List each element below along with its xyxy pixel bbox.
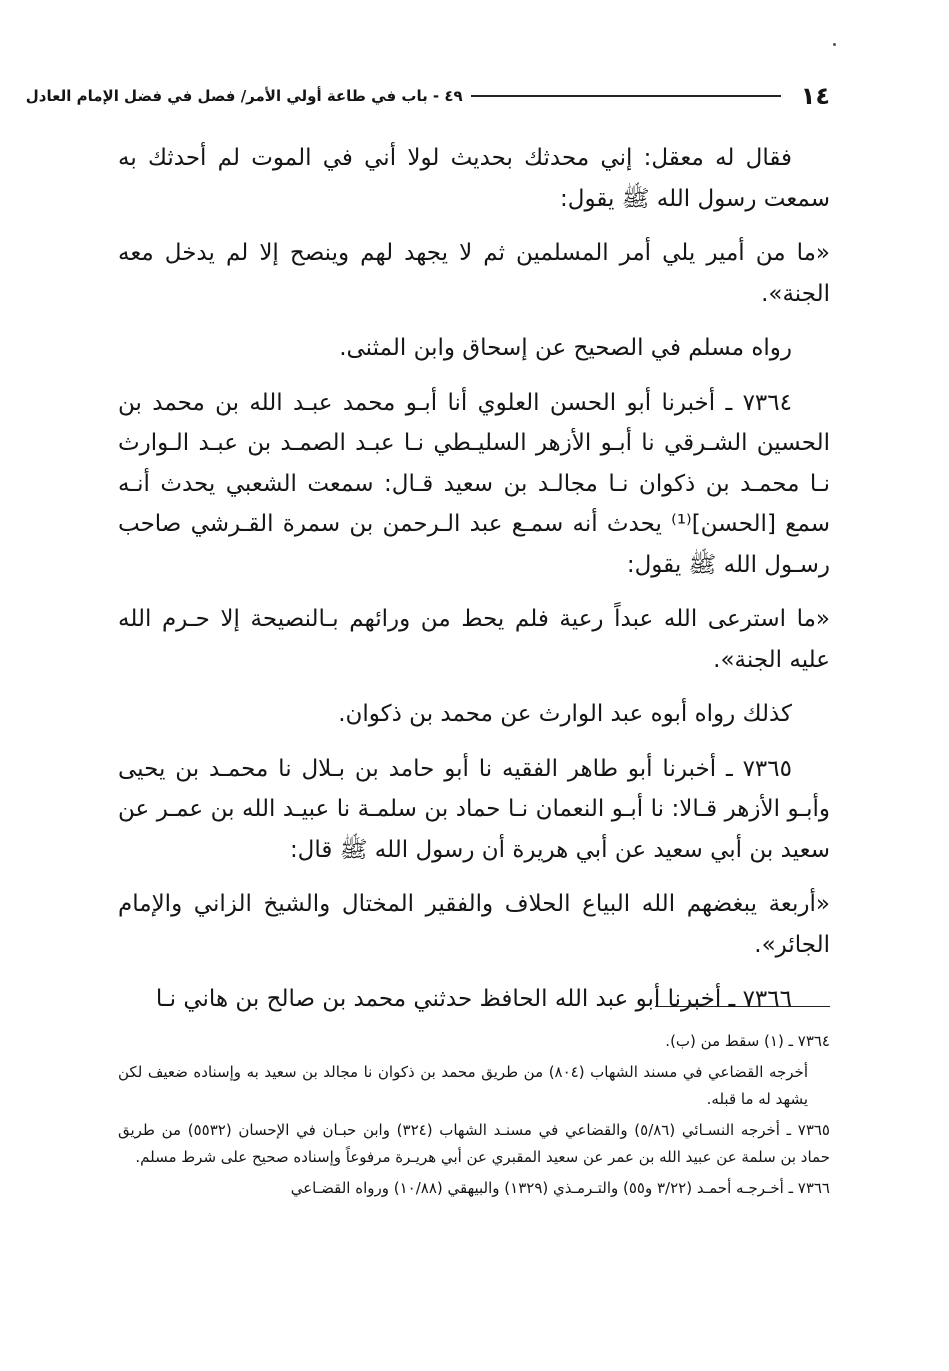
main-text [118,138,830,1034]
hadith-chain-7365: ٧٣٦٥ ـ أخبرنا أبو طاهر الفقيه نا أبو حامد بن بـلال نا محمـد بن يحيى وأبـو الأزهر قـالا: نا أبـو النعمان نـا حماد بن سلمـة نا عبيـد الله بن عمـر عن سعيد بن أبي سعيد عن أبي هريرة أن رسول الله ﷺ قال: [118,755,830,863]
speck-mark [833,43,836,46]
page-number: ١٤ [800,82,830,110]
hadith-quote: «ما استرعى الله عبداً رعية فلم يحط من ورائهم بـالنصيحة إلا حـرم الله عليه الجنة». [118,606,830,673]
header-rule [471,95,781,97]
paragraph: كذلك رواه أبوه عبد الوارث عن محمد بن ذكوان. [338,701,792,727]
paragraph: رواه مسلم في الصحيح عن إسحاق وابن المثنى. [339,335,792,361]
hadith-chain-7364: ٧٣٦٤ ـ أخبرنا أبو الحسن العلوي أنا أبـو محمد عبـد الله بن محمد بن الحسين الشـرقي نا أبـو الأزهر السليـطي نـا عبـد الصمـد بن عبـد الـوارث نـا محمـد بن ذكوان نـا مجالـد بن سعيد قـال: سمعت الشعبي يحدث أنـه سمع [الحسن]⁽¹⁾ يحدث أنه سمـع عبد الـرحمن بن سمرة القـرشي صاحب رسـول الله ﷺ يقول: [118,389,830,578]
running-title: ٤٩ - باب في طاعة أولي الأمر/ فصل في فضل الإمام العادل [25,87,463,105]
footnote: ٧٣٦٤ ـ (١) سقط من (ب). [665,1032,830,1050]
footnote: أخرجه القضاعي في مسند الشهاب (٨٠٤) من طريق محمد بن ذكوان نا مجالد بن سعيد به وإسناده ضعيف لكن يشهد له ما قبله. [118,1063,808,1108]
hadith-quote: «أربعة يبغضهم الله البياع الحلاف والفقير المختال والشيخ الزاني والإمام الجائر». [118,891,830,958]
running-head [25,78,830,114]
paragraph: فقال له معقل: إني محدثك بحديث لولا أني في الموت لم أحدثك به سمعت رسول الله ﷺ يقول: [118,145,830,212]
footnote-separator [655,1006,830,1007]
footnote: ٧٣٦٥ ـ أخرجه النسـائي (٥/٨٦) والقضاعي في مسنـد الشهاب (٣٢٤) وابن حبـان في الإحسان (٥٥٣٢) من طريق حماد بن سلمة عن عبيد الله بن عمر عن سعيد المقبري عن أبي هريـرة مرفوعاً وإسناده صحيح على شرط مسلم. [118,1121,830,1166]
hadith-chain-7366: ٧٣٦٦ ـ أخبرنا أبو عبد الله الحافظ حدثني محمد بن صالح بن هاني نـا [155,986,792,1012]
footnotes [118,1028,830,1206]
hadith-quote: «ما من أمير يلي أمر المسلمين ثم لا يجهد لهم وينصح إلا لم يدخل معه الجنة». [118,240,830,307]
footnote: ٧٣٦٦ ـ أخـرجـه أحمـد (٣/٢٢ و٥٥) والتـرمـذي (١٣٢٩) والبيهقي (١٠/٨٨) ورواه القضـاعي [290,1179,830,1197]
